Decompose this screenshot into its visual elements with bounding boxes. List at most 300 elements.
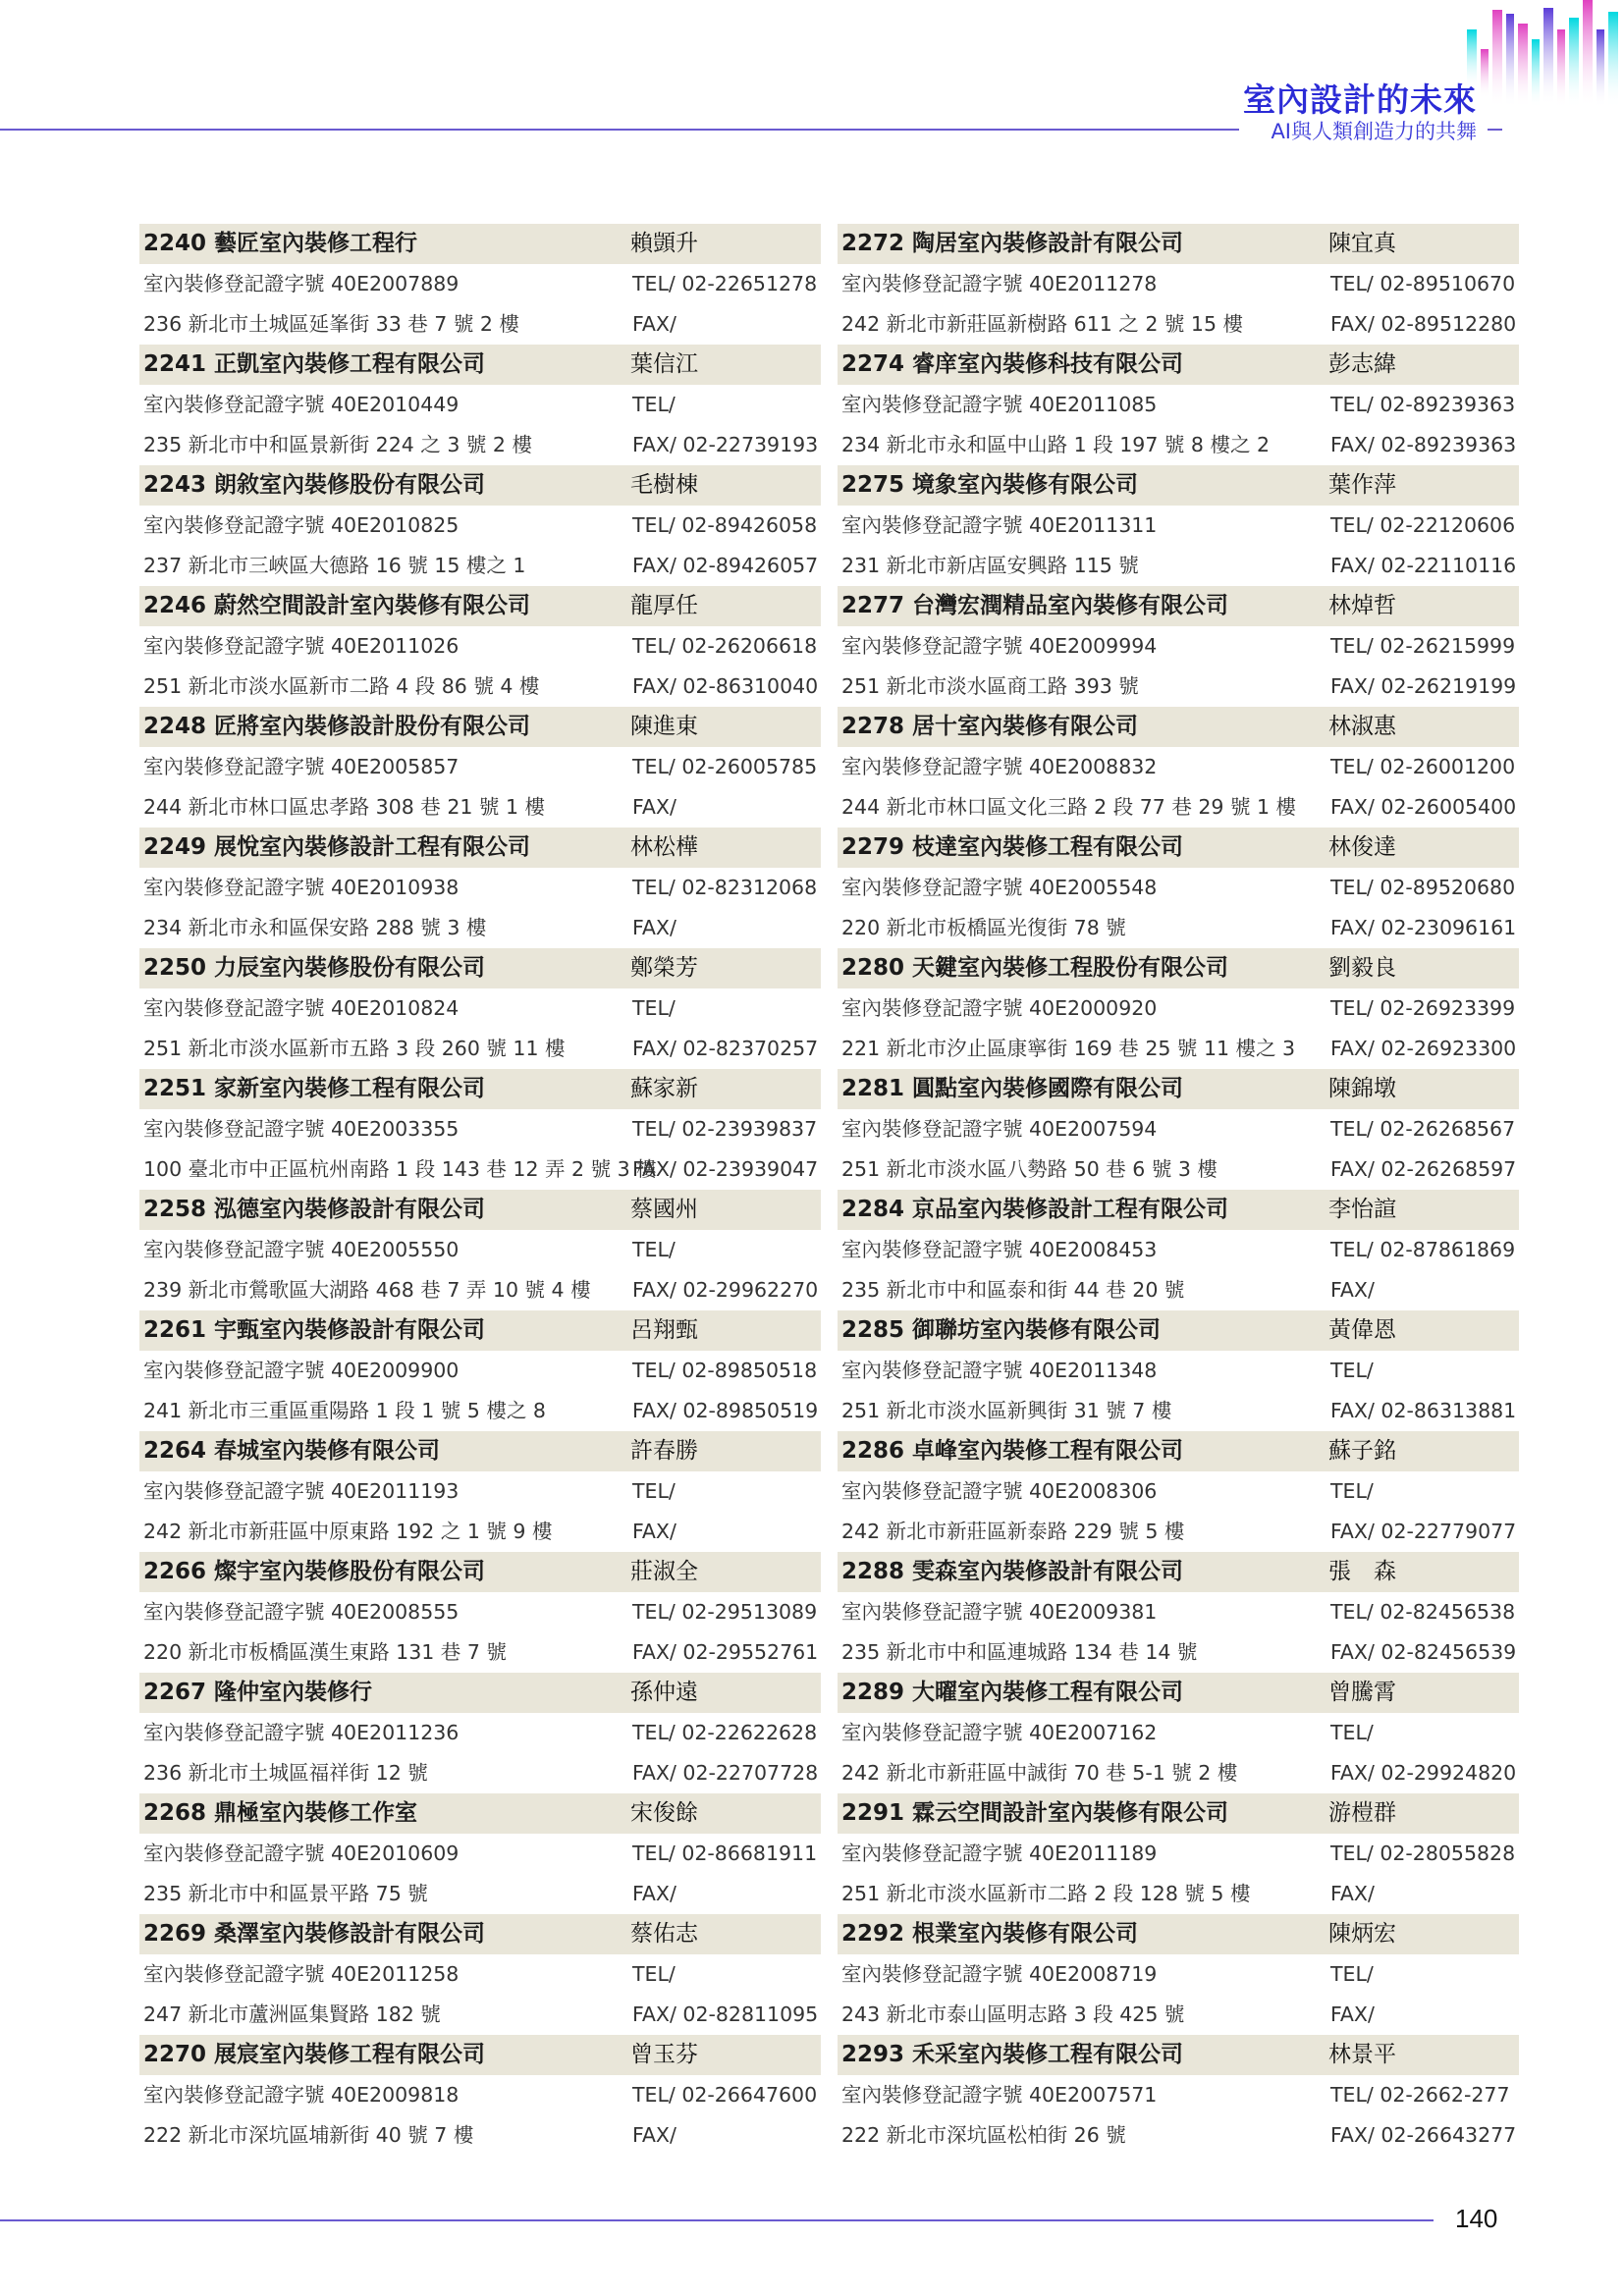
address: 242 新北市新莊區新樹路 611 之 2 號 15 樓: [841, 312, 1243, 336]
entry-license-row: [838, 506, 1519, 546]
address: 241 新北市三重區重陽路 1 段 1 號 5 樓之 8: [143, 1399, 546, 1422]
entry-heading-row: [838, 828, 1519, 868]
directory-entry: [838, 1914, 1519, 2035]
entry-heading-row: [139, 1793, 821, 1834]
telephone: TEL/ 02-89239363: [1330, 393, 1516, 416]
directory-entry: [838, 948, 1519, 1069]
entry-heading-row: [139, 2035, 821, 2075]
telephone: TEL/ 02-28055828: [1330, 1842, 1516, 1865]
contact-person: 莊淑全: [630, 1559, 698, 1584]
directory-column-right: [838, 224, 1519, 2156]
fax: FAX/ 02-29552761: [632, 1640, 819, 1664]
entry-address-row: [838, 546, 1519, 586]
entry-heading-row: [838, 1069, 1519, 1109]
address: 234 新北市永和區中山路 1 段 197 號 8 樓之 2: [841, 433, 1271, 456]
directory-column-left: [139, 224, 821, 2156]
company-name: 2269 桑澤室內裝修設計有限公司: [143, 1921, 486, 1947]
telephone: TEL/ 02-89510670: [1330, 272, 1516, 295]
telephone: TEL/ 02-26923399: [1330, 996, 1516, 1020]
company-name: 2249 展悅室內裝修設計工程有限公司: [143, 834, 531, 860]
company-name: 2284 京品室內裝修設計工程有限公司: [841, 1197, 1229, 1222]
contact-person: 陳進東: [630, 714, 698, 739]
entry-license-row: [838, 747, 1519, 787]
company-name: 2285 御聯坊室內裝修有限公司: [841, 1317, 1162, 1343]
entry-address-row: [838, 1391, 1519, 1431]
contact-person: 曾騰霄: [1328, 1680, 1396, 1705]
address: 234 新北市永和區保安路 288 號 3 樓: [143, 916, 487, 939]
entry-license-row: [838, 1713, 1519, 1753]
company-name: 2246 蔚然空間設計室內裝修有限公司: [143, 593, 531, 618]
address: 247 新北市蘆洲區集賢路 182 號: [143, 2002, 441, 2026]
fax: FAX/ 02-29924820: [1330, 1761, 1517, 1785]
fax: FAX/: [1330, 1278, 1375, 1302]
company-name: 2250 力辰室內裝修股份有限公司: [143, 955, 486, 981]
license-number: 室內裝修登記證字號 40E2008719: [841, 1962, 1158, 1986]
telephone: TEL/ 02-89850518: [632, 1359, 818, 1382]
entry-heading-row: [139, 1310, 821, 1351]
header-rule-end: [1488, 129, 1502, 131]
license-number: 室內裝修登記證字號 40E2011311: [841, 513, 1158, 537]
telephone: TEL/: [632, 996, 676, 1020]
directory-entry: [139, 828, 821, 948]
address: 222 新北市深坑區松柏街 26 號: [841, 2123, 1126, 2147]
fax: FAX/ 02-86310040: [632, 674, 819, 698]
directory-entry: [139, 1914, 821, 2035]
entry-address-row: [139, 425, 821, 465]
address: 251 新北市淡水區新興街 31 號 7 樓: [841, 1399, 1172, 1422]
directory-entry: [838, 224, 1519, 345]
telephone: TEL/: [1330, 1962, 1374, 1986]
contact-person: 毛樹棟: [630, 472, 698, 498]
fax: FAX/ 02-89426057: [632, 554, 819, 577]
fax: FAX/ 02-82370257: [632, 1037, 819, 1060]
entry-license-row: [139, 506, 821, 546]
contact-person: 蔡國州: [630, 1197, 698, 1222]
entry-heading-row: [139, 707, 821, 747]
entry-address-row: [838, 1029, 1519, 1069]
directory-entry: [838, 465, 1519, 586]
license-number: 室內裝修登記證字號 40E2011348: [841, 1359, 1158, 1382]
telephone: TEL/ 02-2662-277: [1330, 2083, 1510, 2107]
license-number: 室內裝修登記證字號 40E2008555: [143, 1600, 460, 1624]
license-number: 室內裝修登記證字號 40E2003355: [143, 1117, 460, 1141]
fax: FAX/ 02-23939047: [632, 1157, 819, 1181]
fax: FAX/: [632, 916, 677, 939]
company-name: 2280 天鍵室內裝修工程股份有限公司: [841, 955, 1229, 981]
company-name: 2272 陶居室內裝修設計有限公司: [841, 231, 1184, 256]
directory-entry: [139, 1310, 821, 1431]
entry-license-row: [139, 2075, 821, 2115]
entry-license-row: [838, 1834, 1519, 1874]
contact-person: 曾玉芬: [630, 2042, 698, 2067]
company-name: 2270 展宸室內裝修工程有限公司: [143, 2042, 486, 2067]
entry-heading-row: [139, 586, 821, 626]
footer-rule: [0, 2219, 1434, 2221]
license-number: 室內裝修登記證字號 40E2011278: [841, 272, 1158, 295]
header-rule: [0, 129, 1239, 131]
entry-license-row: [139, 747, 821, 787]
telephone: TEL/ 02-22622628: [632, 1721, 818, 1744]
entry-license-row: [838, 1351, 1519, 1391]
company-name: 2292 根業室內裝修有限公司: [841, 1921, 1139, 1947]
entry-heading-row: [139, 1673, 821, 1713]
license-number: 室內裝修登記證字號 40E2011085: [841, 393, 1158, 416]
entry-heading-row: [139, 465, 821, 506]
address: 220 新北市板橋區漢生東路 131 巷 7 號: [143, 1640, 507, 1664]
entry-license-row: [139, 988, 821, 1029]
license-number: 室內裝修登記證字號 40E2010824: [143, 996, 460, 1020]
license-number: 室內裝修登記證字號 40E2007889: [143, 272, 460, 295]
entry-license-row: [139, 1954, 821, 1995]
address: 100 臺北市中正區杭州南路 1 段 143 巷 12 弄 2 號 3 樓: [143, 1157, 657, 1181]
company-name: 2258 泓德室內裝修設計有限公司: [143, 1197, 486, 1222]
entry-license-row: [139, 868, 821, 908]
company-name: 2240 藝匠室內裝修工程行: [143, 231, 418, 256]
company-name: 2274 睿庠室內裝修科技有限公司: [841, 351, 1184, 377]
contact-person: 葉作萍: [1328, 472, 1396, 498]
company-name: 2277 台灣宏潤精品室內裝修有限公司: [841, 593, 1229, 618]
company-name: 2291 霖云空間設計室內裝修有限公司: [841, 1800, 1229, 1826]
entry-license-row: [139, 1592, 821, 1632]
directory-entry: [139, 1673, 821, 1793]
fax: FAX/ 02-26219199: [1330, 674, 1517, 698]
license-number: 室內裝修登記證字號 40E2007594: [841, 1117, 1158, 1141]
telephone: TEL/ 02-89426058: [632, 513, 818, 537]
contact-person: 陳炳宏: [1328, 1921, 1396, 1947]
directory-entry: [838, 707, 1519, 828]
directory-entry: [838, 586, 1519, 707]
telephone: TEL/ 02-82456538: [1330, 1600, 1516, 1624]
contact-person: 游榿群: [1328, 1800, 1396, 1826]
directory-entry: [139, 1431, 821, 1552]
entry-address-row: [139, 1874, 821, 1914]
company-name: 2251 家新室內裝修工程有限公司: [143, 1076, 486, 1101]
contact-person: 黃偉恩: [1328, 1317, 1396, 1343]
entry-license-row: [838, 868, 1519, 908]
address: 242 新北市新莊區中誠街 70 巷 5-1 號 2 樓: [841, 1761, 1238, 1785]
entry-address-row: [838, 304, 1519, 345]
telephone: TEL/ 02-82312068: [632, 876, 818, 899]
fax: FAX/: [632, 2123, 677, 2147]
contact-person: 林焯哲: [1328, 593, 1396, 618]
telephone: TEL/: [1330, 1359, 1374, 1382]
company-name: 2279 枝達室內裝修工程有限公司: [841, 834, 1184, 860]
entry-license-row: [838, 1109, 1519, 1149]
directory-entry: [139, 1190, 821, 1310]
license-number: 室內裝修登記證字號 40E2010449: [143, 393, 460, 416]
header-subtitle: AI與人類創造力的共舞: [1271, 120, 1477, 143]
license-number: 室內裝修登記證字號 40E2008832: [841, 755, 1158, 778]
directory-entry: [139, 707, 821, 828]
address: 251 新北市淡水區新市二路 4 段 86 號 4 樓: [143, 674, 540, 698]
fax: FAX/ 02-86313881: [1330, 1399, 1517, 1422]
directory-entry: [139, 224, 821, 345]
address: 251 新北市淡水區新市五路 3 段 260 號 11 樓: [143, 1037, 566, 1060]
directory-entry: [838, 1552, 1519, 1673]
contact-person: 彭志緯: [1328, 351, 1396, 377]
entry-heading-row: [838, 345, 1519, 385]
entry-license-row: [139, 385, 821, 425]
fax: FAX/ 02-26268597: [1330, 1157, 1517, 1181]
fax: FAX/ 02-82456539: [1330, 1640, 1517, 1664]
address: 242 新北市新莊區中原東路 192 之 1 號 9 樓: [143, 1520, 553, 1543]
license-number: 室內裝修登記證字號 40E2009818: [143, 2083, 460, 2107]
license-number: 室內裝修登記證字號 40E2009381: [841, 1600, 1158, 1624]
entry-license-row: [838, 988, 1519, 1029]
entry-address-row: [838, 667, 1519, 707]
address: 235 新北市中和區連城路 134 巷 14 號: [841, 1640, 1198, 1664]
fax: FAX/: [1330, 2002, 1375, 2026]
address: 235 新北市中和區泰和街 44 巷 20 號: [841, 1278, 1185, 1302]
entry-license-row: [838, 2075, 1519, 2115]
contact-person: 李怡諠: [1328, 1197, 1396, 1222]
fax: FAX/ 02-22707728: [632, 1761, 819, 1785]
directory-entry: [139, 586, 821, 707]
telephone: TEL/ 02-29513089: [632, 1600, 818, 1624]
entry-license-row: [838, 1471, 1519, 1512]
directory-entry: [139, 948, 821, 1069]
entry-address-row: [139, 1995, 821, 2035]
entry-address-row: [139, 1632, 821, 1673]
telephone: TEL/ 02-22120606: [1330, 513, 1516, 537]
license-number: 室內裝修登記證字號 40E2010609: [143, 1842, 460, 1865]
contact-person: 許春勝: [630, 1438, 698, 1464]
telephone: TEL/ 02-87861869: [1330, 1238, 1516, 1261]
company-name: 2278 居十室內裝修有限公司: [841, 714, 1139, 739]
header-decoration-graphic: [1453, 0, 1624, 128]
entry-license-row: [838, 1954, 1519, 1995]
license-number: 室內裝修登記證字號 40E2005548: [841, 876, 1158, 899]
entry-address-row: [139, 1149, 821, 1190]
company-name: 2275 境象室內裝修有限公司: [841, 472, 1139, 498]
contact-person: 孫仲遠: [630, 1680, 698, 1705]
entry-license-row: [838, 1230, 1519, 1270]
telephone: TEL/ 02-26215999: [1330, 634, 1516, 658]
entry-license-row: [139, 1471, 821, 1512]
fax: FAX/ 02-89239363: [1330, 433, 1517, 456]
entry-license-row: [139, 264, 821, 304]
directory-entry: [139, 345, 821, 465]
entry-address-row: [139, 546, 821, 586]
address: 242 新北市新莊區新泰路 229 號 5 樓: [841, 1520, 1185, 1543]
company-name: 2241 正凱室內裝修工程有限公司: [143, 351, 486, 377]
entry-license-row: [838, 1592, 1519, 1632]
directory-entry: [838, 1190, 1519, 1310]
entry-address-row: [838, 1149, 1519, 1190]
telephone: TEL/ 02-89520680: [1330, 876, 1516, 899]
license-number: 室內裝修登記證字號 40E2007571: [841, 2083, 1158, 2107]
contact-person: 劉毅良: [1328, 955, 1396, 981]
entry-heading-row: [139, 1431, 821, 1471]
entry-address-row: [139, 2115, 821, 2156]
telephone: TEL/: [632, 1479, 676, 1503]
fax: FAX/ 02-26923300: [1330, 1037, 1517, 1060]
fax: FAX/ 02-22779077: [1330, 1520, 1517, 1543]
fax: FAX/ 02-23096161: [1330, 916, 1517, 939]
contact-person: 蔡佑志: [630, 1921, 698, 1947]
address: 244 新北市林口區忠孝路 308 巷 21 號 1 樓: [143, 795, 545, 819]
telephone: TEL/ 02-26001200: [1330, 755, 1516, 778]
license-number: 室內裝修登記證字號 40E2005857: [143, 755, 460, 778]
entry-address-row: [838, 2115, 1519, 2156]
contact-person: 賴顗升: [630, 231, 698, 256]
address: 236 新北市土城區延峯街 33 巷 7 號 2 樓: [143, 312, 519, 336]
license-number: 室內裝修登記證字號 40E2011189: [841, 1842, 1158, 1865]
contact-person: 張 森: [1328, 1559, 1396, 1584]
entry-license-row: [139, 1230, 821, 1270]
entry-heading-row: [139, 345, 821, 385]
entry-address-row: [838, 908, 1519, 948]
entry-address-row: [838, 787, 1519, 828]
address: 239 新北市鶯歌區大湖路 468 巷 7 弄 10 號 4 樓: [143, 1278, 591, 1302]
license-number: 室內裝修登記證字號 40E2011258: [143, 1962, 460, 1986]
entry-heading-row: [139, 948, 821, 988]
license-number: 室內裝修登記證字號 40E2008453: [841, 1238, 1158, 1261]
directory-entry: [838, 1310, 1519, 1431]
entry-license-row: [139, 626, 821, 667]
company-name: 2268 鼎極室內裝修工作室: [143, 1800, 418, 1826]
entry-license-row: [139, 1109, 821, 1149]
entry-heading-row: [838, 1190, 1519, 1230]
entry-heading-row: [838, 586, 1519, 626]
directory-entry: [139, 1793, 821, 1914]
license-number: 室內裝修登記證字號 40E2011193: [143, 1479, 460, 1503]
telephone: TEL/: [632, 393, 676, 416]
entry-heading-row: [139, 1190, 821, 1230]
license-number: 室內裝修登記證字號 40E2011026: [143, 634, 460, 658]
address: 222 新北市深坑區埔新街 40 號 7 樓: [143, 2123, 474, 2147]
contact-person: 陳宜真: [1328, 231, 1396, 256]
fax: FAX/ 02-89850519: [632, 1399, 819, 1422]
directory-entry: [838, 1793, 1519, 1914]
company-name: 2281 圓點室內裝修國際有限公司: [841, 1076, 1184, 1101]
telephone: TEL/ 02-26647600: [632, 2083, 818, 2107]
company-name: 2266 燦宇室內裝修股份有限公司: [143, 1559, 486, 1584]
directory-entry: [139, 1552, 821, 1673]
directory-entry: [838, 345, 1519, 465]
license-number: 室內裝修登記證字號 40E2010825: [143, 513, 460, 537]
entry-license-row: [838, 385, 1519, 425]
contact-person: 葉信江: [630, 351, 698, 377]
fax: FAX/ 02-29962270: [632, 1278, 819, 1302]
fax: FAX/ 02-89512280: [1330, 312, 1517, 336]
fax: FAX/: [632, 312, 677, 336]
entry-address-row: [139, 304, 821, 345]
entry-address-row: [139, 1512, 821, 1552]
address: 244 新北市林口區文化三路 2 段 77 巷 29 號 1 樓: [841, 795, 1297, 819]
fax: FAX/: [632, 795, 677, 819]
telephone: TEL/: [632, 1962, 676, 1986]
company-name: 2243 朗敘室內裝修股份有限公司: [143, 472, 486, 498]
contact-person: 鄭榮芳: [630, 955, 698, 981]
entry-address-row: [838, 1874, 1519, 1914]
entry-heading-row: [139, 1914, 821, 1954]
telephone: TEL/ 02-26268567: [1330, 1117, 1516, 1141]
fax: FAX/ 02-22110116: [1330, 554, 1517, 577]
directory-entry: [838, 828, 1519, 948]
fax: FAX/ 02-82811095: [632, 2002, 819, 2026]
directory-entry: [838, 2035, 1519, 2156]
entry-license-row: [838, 264, 1519, 304]
license-number: 室內裝修登記證字號 40E2009900: [143, 1359, 460, 1382]
fax: FAX/: [632, 1520, 677, 1543]
entry-address-row: [838, 1753, 1519, 1793]
entry-address-row: [838, 1270, 1519, 1310]
address: 236 新北市土城區福祥街 12 號: [143, 1761, 428, 1785]
contact-person: 蘇子銘: [1328, 1438, 1396, 1464]
entry-heading-row: [838, 1673, 1519, 1713]
fax: FAX/ 02-26643277: [1330, 2123, 1517, 2147]
address: 243 新北市泰山區明志路 3 段 425 號: [841, 2002, 1185, 2026]
license-number: 室內裝修登記證字號 40E2011236: [143, 1721, 460, 1744]
telephone: TEL/: [1330, 1721, 1374, 1744]
contact-person: 林俊達: [1328, 834, 1396, 860]
contact-person: 呂翔甄: [630, 1317, 698, 1343]
entry-address-row: [139, 667, 821, 707]
address: 251 新北市淡水區商工路 393 號: [841, 674, 1139, 698]
license-number: 室內裝修登記證字號 40E2007162: [841, 1721, 1158, 1744]
telephone: TEL/ 02-22651278: [632, 272, 818, 295]
entry-address-row: [139, 908, 821, 948]
entry-address-row: [838, 1512, 1519, 1552]
license-number: 室內裝修登記證字號 40E2010938: [143, 876, 460, 899]
entry-heading-row: [139, 1552, 821, 1592]
entry-address-row: [838, 1632, 1519, 1673]
company-name: 2248 匠將室內裝修設計股份有限公司: [143, 714, 531, 739]
address: 235 新北市中和區景平路 75 號: [143, 1882, 428, 1905]
telephone: TEL/ 02-23939837: [632, 1117, 818, 1141]
entry-heading-row: [838, 1431, 1519, 1471]
directory-entry: [139, 465, 821, 586]
entry-address-row: [838, 425, 1519, 465]
entry-address-row: [139, 1270, 821, 1310]
telephone: TEL/: [632, 1238, 676, 1261]
telephone: TEL/ 02-86681911: [632, 1842, 818, 1865]
entry-heading-row: [838, 1552, 1519, 1592]
entry-address-row: [139, 1391, 821, 1431]
company-name: 2286 卓峰室內裝修工程有限公司: [841, 1438, 1184, 1464]
header-title: 室內設計的未來: [1243, 80, 1477, 119]
license-number: 室內裝修登記證字號 40E2005550: [143, 1238, 460, 1261]
company-name: 2293 禾采室內裝修工程有限公司: [841, 2042, 1184, 2067]
license-number: 室內裝修登記證字號 40E2009994: [841, 634, 1158, 658]
contact-person: 林松樺: [630, 834, 698, 860]
company-name: 2264 春城室內裝修有限公司: [143, 1438, 441, 1464]
contact-person: 林景平: [1328, 2042, 1396, 2067]
entry-license-row: [139, 1351, 821, 1391]
entry-address-row: [139, 1029, 821, 1069]
directory-entry: [838, 1069, 1519, 1190]
entry-address-row: [139, 787, 821, 828]
contact-person: 陳錦墩: [1328, 1076, 1396, 1101]
address: 251 新北市淡水區八勢路 50 巷 6 號 3 樓: [841, 1157, 1218, 1181]
company-name: 2288 雯森室內裝修設計有限公司: [841, 1559, 1184, 1584]
fax: FAX/ 02-22739193: [632, 433, 819, 456]
entry-license-row: [139, 1713, 821, 1753]
entry-heading-row: [838, 2035, 1519, 2075]
telephone: TEL/ 02-26206618: [632, 634, 818, 658]
entry-heading-row: [838, 1914, 1519, 1954]
telephone: TEL/ 02-26005785: [632, 755, 818, 778]
entry-license-row: [838, 626, 1519, 667]
entry-heading-row: [838, 707, 1519, 747]
entry-heading-row: [139, 828, 821, 868]
entry-heading-row: [838, 948, 1519, 988]
entry-heading-row: [838, 465, 1519, 506]
fax: FAX/: [632, 1882, 677, 1905]
address: 237 新北市三峽區大德路 16 號 15 樓之 1: [143, 554, 526, 577]
fax: FAX/: [1330, 1882, 1375, 1905]
